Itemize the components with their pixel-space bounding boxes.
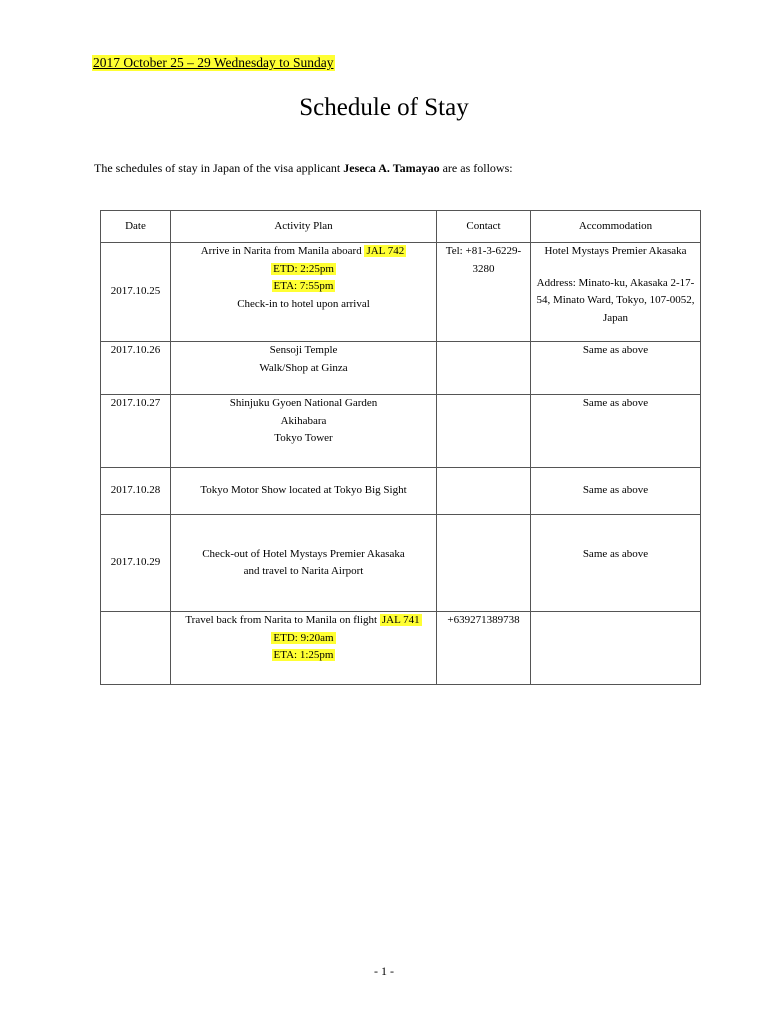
- accommodation-cell: Same as above: [531, 468, 701, 515]
- activity-cell: [171, 515, 437, 612]
- contact-cell: [437, 468, 531, 515]
- activity-cell: [171, 612, 437, 685]
- page-title: Schedule of Stay: [299, 94, 469, 121]
- activity-line: Tokyo Motor Show located at Tokyo Big Sight: [200, 484, 407, 497]
- table-row: [101, 395, 701, 468]
- accommodation-cell: Same as above: [531, 515, 701, 612]
- activity-line: Check-out of Hotel Mystays Premier Akasaka: [202, 547, 405, 560]
- eta-time: ETA: 7:55pm: [273, 280, 334, 292]
- accommodation-cell: Same as above: [531, 395, 701, 468]
- activity-line: and travel to Narita Airport: [243, 565, 364, 577]
- activity-text: Arrive in Narita from Manila aboard: [200, 245, 365, 257]
- activity-line: [175, 243, 432, 261]
- activity-cell: [171, 243, 437, 342]
- date-cell: 2017.10.29: [101, 515, 171, 612]
- contact-cell: [437, 515, 531, 612]
- activity-line: Sensoji Temple: [269, 344, 338, 356]
- schedule-table: [100, 210, 701, 685]
- flight-number: JAL 742: [366, 245, 405, 257]
- activity-cell: [171, 468, 437, 515]
- eta-time: ETA: 1:25pm: [273, 649, 334, 661]
- header-activity: Activity Plan: [171, 211, 437, 243]
- contact-cell: Tel: +81-3-6229-3280: [437, 243, 531, 342]
- table-header-row: [101, 211, 701, 243]
- date-cell: 2017.10.26: [101, 342, 171, 395]
- contact-cell: [437, 395, 531, 468]
- accommodation-cell: [531, 612, 701, 685]
- activity-line: Akihabara: [280, 414, 327, 427]
- applicant-name: Jeseca A. Tamayao: [343, 161, 440, 175]
- page-number: - 1 -: [374, 964, 394, 978]
- activity-line: Check-in to hotel upon arrival: [237, 297, 370, 310]
- contact-cell: +639271389738: [437, 612, 531, 685]
- flight-number: JAL 741: [381, 614, 420, 626]
- table-row: [101, 515, 701, 612]
- contact-cell: [437, 342, 531, 395]
- date-cell: 2017.10.28: [101, 468, 171, 515]
- accommodation-cell: [531, 243, 701, 342]
- activity-line: Tokyo Tower: [274, 432, 333, 444]
- table-row: [101, 468, 701, 515]
- activity-cell: [171, 395, 437, 468]
- etd-time: ETD: 9:20am: [273, 631, 334, 644]
- date-cell: 2017.10.27: [101, 395, 171, 468]
- accommodation-cell: Same as above: [531, 342, 701, 395]
- activity-cell: [171, 342, 437, 395]
- header-accommodation: Accommodation: [531, 211, 701, 243]
- table-row: [101, 342, 701, 395]
- intro-suffix: are as follows:: [439, 161, 513, 175]
- intro-prefix: The schedules of stay in Japan of the visa applicant: [94, 161, 344, 175]
- activity-text: Travel back from Narita to Manila on flight: [185, 614, 380, 626]
- etd-time: ETD: 2:25pm: [273, 262, 334, 275]
- table-row: [101, 612, 701, 685]
- activity-line: [175, 612, 432, 630]
- intro-paragraph: [94, 160, 513, 176]
- header-date: Date: [101, 211, 171, 243]
- activity-line: Walk/Shop at Ginza: [259, 361, 348, 374]
- activity-line: Shinjuku Gyoen National Garden: [229, 397, 378, 409]
- date-cell: [101, 612, 171, 685]
- table-row: [101, 243, 701, 342]
- hotel-address: Address: Minato-ku, Akasaka 2-17-54, Minato Ward, Tokyo, 107-0052, Japan: [536, 276, 695, 324]
- header-contact: Contact: [437, 211, 531, 243]
- hotel-name: Hotel Mystays Premier Akasaka: [544, 245, 687, 257]
- date-range: 2017 October 25 – 29 Wednesday to Sunday: [93, 55, 334, 70]
- date-cell: 2017.10.25: [101, 243, 171, 342]
